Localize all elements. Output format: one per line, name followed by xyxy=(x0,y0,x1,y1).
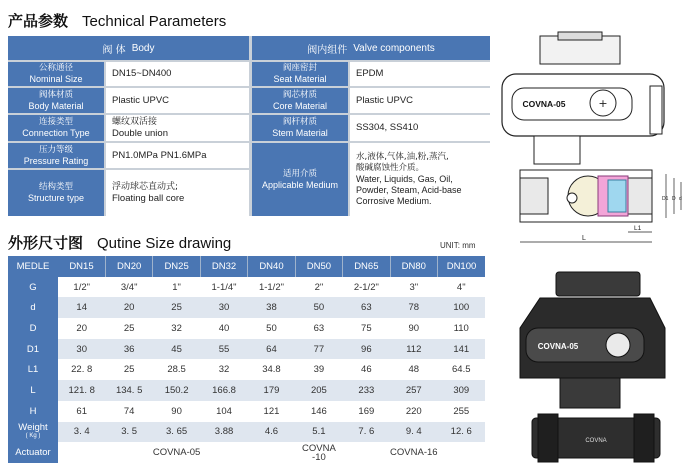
actuator-10-line2: -10 xyxy=(312,451,326,463)
dim-label-d: d xyxy=(679,196,682,202)
table-cell: 179 xyxy=(248,380,295,401)
table-cell: 141 xyxy=(438,339,486,360)
header-cn: 产品参数 xyxy=(8,12,69,30)
connection-type-label xyxy=(8,115,104,141)
table-cell: 90 xyxy=(171,405,182,417)
table-cell: 36 xyxy=(105,339,152,360)
table-cell: 48 xyxy=(408,364,420,376)
actuator-row xyxy=(8,442,485,463)
model-cell: DN100 xyxy=(438,256,486,277)
actuator-brand-label: COVNA-05 xyxy=(522,99,566,109)
label-cn: 阀体材质 xyxy=(38,89,73,100)
weight-unit: ( Kg ) xyxy=(25,432,41,439)
table-cell: 3/4" xyxy=(120,281,138,293)
stem-circle xyxy=(567,193,577,203)
value-en: Floating ball core xyxy=(112,193,185,204)
actuator-label: Actuator xyxy=(8,442,58,463)
unit-label: UNIT: mm xyxy=(440,241,476,250)
value-en-line2: Powder, Steam, Acid-base xyxy=(356,185,462,195)
header-en: Technical Parameters xyxy=(82,13,227,30)
table-cell: 55 xyxy=(200,339,247,360)
body-column-header xyxy=(8,36,249,60)
table-cell: 14 xyxy=(58,297,105,318)
value-text: DN15~DN400 xyxy=(112,68,172,79)
table-cell: 112 xyxy=(390,339,437,360)
label-cn: 公称通径 xyxy=(38,63,73,73)
core-material-label xyxy=(252,88,348,113)
value-cn-line1: 水,液体,气体,油,粉,蒸汽, xyxy=(356,152,449,162)
left-union-nut xyxy=(538,414,558,462)
model-cell: DN25 xyxy=(153,256,200,277)
table-cell: 134. 5 xyxy=(105,380,152,401)
seat-material-value xyxy=(350,62,490,86)
value-text: EPDM xyxy=(356,68,384,79)
value-en-line3: Corrosive Medium. xyxy=(356,196,432,206)
weight-label-text: Weight xyxy=(18,421,48,433)
model-cell: DN15 xyxy=(58,256,105,277)
body-head-cn: 阀 体 xyxy=(102,44,126,56)
product-brand-label: COVNA-05 xyxy=(537,342,579,351)
actuator-10-line1: COVNA xyxy=(302,442,336,454)
dim-label-D: D xyxy=(672,196,676,202)
pressure-rating-value xyxy=(106,143,249,168)
table-cell: 25 xyxy=(123,364,135,376)
table-cell: 64.5 xyxy=(452,364,471,376)
parameters-table xyxy=(8,36,490,216)
table-cell: 255 xyxy=(453,405,470,417)
seat-material-label xyxy=(252,62,348,86)
model-cell: DN50 xyxy=(295,256,342,277)
value-cn-line2: 酸碱腐蚀性介质。 xyxy=(356,163,425,173)
table-cell: 257 xyxy=(390,380,437,401)
table-cell: 146 xyxy=(310,405,327,417)
label-cn: 阀芯材质 xyxy=(282,89,317,100)
table-row xyxy=(8,318,485,339)
table-cell: 50 xyxy=(266,322,277,334)
table-cell: 2" xyxy=(314,281,324,293)
nominal-size-value xyxy=(106,62,249,86)
table-cell: 32 xyxy=(171,322,182,334)
table-cell: 63 xyxy=(343,297,390,318)
model-cell: DN40 xyxy=(248,256,295,277)
table-cell: 40 xyxy=(218,322,230,334)
actuator-top-cap xyxy=(556,272,640,296)
label-en: Applicable Medium xyxy=(261,179,339,190)
table-row xyxy=(8,401,485,422)
mounting-bracket xyxy=(560,378,620,408)
technical-parameters-header xyxy=(8,10,226,31)
body-brand-label: COVNA xyxy=(585,438,607,444)
table-cell: 9. 4 xyxy=(390,422,437,443)
label-cn: 连接类型 xyxy=(38,117,73,127)
size-drawing-header xyxy=(8,232,231,253)
pressure-rating-label xyxy=(8,143,104,168)
table-cell: 100 xyxy=(438,297,486,318)
value-text: Plastic UPVC xyxy=(356,94,414,106)
table-row xyxy=(8,277,485,298)
table-cell: 3. 5 xyxy=(105,422,152,443)
table-cell: 25 xyxy=(123,322,135,334)
table-cell: 38 xyxy=(248,297,295,318)
table-cell: 25 xyxy=(153,297,200,318)
table-cell: 20 xyxy=(76,322,87,334)
row-label: L xyxy=(8,380,58,401)
valve-components-column-header xyxy=(252,36,490,60)
right-union-nut xyxy=(634,414,654,462)
value-text: SS304, SS410 xyxy=(356,122,419,133)
label-en: Connection Type xyxy=(22,128,90,138)
table-cell: 233 xyxy=(343,380,390,401)
table-row xyxy=(8,339,485,360)
table-cell: 32 xyxy=(218,364,230,376)
applicable-medium-label xyxy=(252,143,348,216)
table-cell: 166.8 xyxy=(200,380,247,401)
dim-label-D1: D1 xyxy=(662,196,669,202)
table-cell: 1-1/2" xyxy=(258,281,284,293)
value-text: PN1.0MPa PN1.6MPa xyxy=(112,149,207,161)
table-cell: 34.8 xyxy=(262,364,281,376)
header-en: Qutine Size drawing xyxy=(97,235,232,252)
dim-label-L: L xyxy=(582,235,586,242)
model-cell: DN32 xyxy=(200,256,247,277)
table-cell: 77 xyxy=(295,339,342,360)
weight-row xyxy=(8,422,485,443)
table-cell: 4" xyxy=(456,281,466,293)
weight-label xyxy=(8,422,58,443)
table-cell: 64 xyxy=(248,339,295,360)
table-row xyxy=(8,359,485,380)
model-header-row xyxy=(8,256,485,277)
valve-head-cn: 阀内组件 xyxy=(307,44,348,56)
table-cell: 121 xyxy=(263,405,280,417)
dim-label-L1: L1 xyxy=(634,225,642,232)
header-cn: 外形尺寸图 xyxy=(8,234,84,252)
table-cell: 3. 65 xyxy=(153,422,200,443)
table-cell: 169 xyxy=(358,405,375,417)
medle-label: MEDLE xyxy=(8,256,58,277)
model-cell: DN20 xyxy=(105,256,152,277)
table-cell: 46 xyxy=(361,364,372,376)
stem-material-value xyxy=(350,115,490,141)
table-cell: 12. 6 xyxy=(438,422,486,443)
label-cn: 结构类型 xyxy=(38,182,73,192)
actuator-covna-05: COVNA-05 xyxy=(152,447,201,459)
label-en: Body Material xyxy=(28,100,84,111)
table-cell: 96 xyxy=(343,339,390,360)
label-cn: 压力等级 xyxy=(38,144,73,155)
value-text: Plastic UPVC xyxy=(112,94,170,106)
table-cell: 20 xyxy=(105,297,152,318)
table-row xyxy=(8,380,485,401)
table-cell: 4.6 xyxy=(248,422,295,443)
table-cell: 5.1 xyxy=(295,422,342,443)
label-en: Seat Material xyxy=(273,74,327,84)
table-cell: 7. 6 xyxy=(343,422,390,443)
row-label: G xyxy=(8,277,58,298)
valve-head-en: Valve components xyxy=(353,42,435,54)
table-cell: 1" xyxy=(172,281,181,293)
table-cell: 28.5 xyxy=(167,364,186,376)
body-head-en: Body xyxy=(131,42,155,54)
model-cell: DN80 xyxy=(390,256,437,277)
bracket xyxy=(534,136,580,164)
value-cn: 浮动球芯直动式; xyxy=(112,182,179,192)
table-cell: 30 xyxy=(200,297,247,318)
row-label: L1 xyxy=(8,359,58,380)
nominal-size-label xyxy=(8,62,104,86)
product-image xyxy=(500,268,685,473)
table-cell: 75 xyxy=(361,322,372,334)
structure-type-label xyxy=(8,170,104,216)
structure-type-value xyxy=(106,170,249,216)
model-cell: DN65 xyxy=(343,256,390,277)
stem-material-label xyxy=(252,115,348,141)
table-cell: 205 xyxy=(295,380,342,401)
plus-icon: + xyxy=(598,97,608,110)
table-cell: 22. 8 xyxy=(71,364,93,376)
table-cell: 150.2 xyxy=(153,380,200,401)
table-cell: 39 xyxy=(313,364,325,376)
row-label: D1 xyxy=(8,339,58,360)
label-en: Structure type xyxy=(27,193,85,203)
label-cn: 阀座密封 xyxy=(282,63,317,73)
row-label: D xyxy=(8,318,58,339)
label-en: Nominal Size xyxy=(29,74,83,84)
side-connector xyxy=(650,86,662,134)
body-material-value xyxy=(106,88,249,113)
left-union xyxy=(520,178,548,214)
connection-type-value xyxy=(106,115,249,141)
row-label: H xyxy=(8,401,58,422)
table-cell: 104 xyxy=(216,405,232,417)
body-material-label xyxy=(8,88,104,113)
table-cell: 30 xyxy=(58,339,105,360)
table-cell: 74 xyxy=(123,405,135,417)
table-cell: 2-1/2" xyxy=(353,281,379,293)
cover-cap xyxy=(558,32,602,40)
table-cell: 78 xyxy=(390,297,437,318)
core-material-value xyxy=(350,88,490,113)
table-cell: 1/2" xyxy=(73,281,91,293)
table-cell: 121. 8 xyxy=(58,380,105,401)
table-cell: 90 xyxy=(408,322,420,334)
label-en: Core Material xyxy=(272,100,328,111)
applicable-medium-value xyxy=(350,143,490,216)
label-cn: 适用介质 xyxy=(282,168,317,179)
table-cell: 45 xyxy=(153,339,200,360)
label-en: Pressure Rating xyxy=(23,155,89,166)
actuator-covna-10 xyxy=(295,442,342,463)
label-en: Stem Material xyxy=(272,128,328,138)
value-cn: 螺纹双活接 xyxy=(112,117,158,127)
row-label: d xyxy=(8,297,58,318)
value-en-line1: Water, Liquids, Gas, Oil, xyxy=(356,174,453,184)
table-cell: 1-1/4" xyxy=(211,281,237,293)
table-cell: 309 xyxy=(438,380,486,401)
actuator-covna-16: COVNA-16 xyxy=(390,447,438,459)
value-en: Double union xyxy=(112,128,168,139)
table-cell: 220 xyxy=(405,405,422,417)
table-cell: 110 xyxy=(453,322,469,334)
table-row xyxy=(8,297,485,318)
position-indicator-icon xyxy=(606,333,630,357)
table-cell: 63 xyxy=(313,322,325,334)
table-cell: 3" xyxy=(409,281,419,293)
table-cell: 3. 4 xyxy=(58,422,105,443)
table-cell: 61 xyxy=(76,405,87,417)
table-cell: 50 xyxy=(295,297,342,318)
pipe-section xyxy=(608,180,626,212)
label-cn: 阀杆材质 xyxy=(282,117,317,127)
dimension-table xyxy=(8,256,485,463)
technical-drawing xyxy=(490,30,686,248)
table-cell: 3.88 xyxy=(200,422,247,443)
